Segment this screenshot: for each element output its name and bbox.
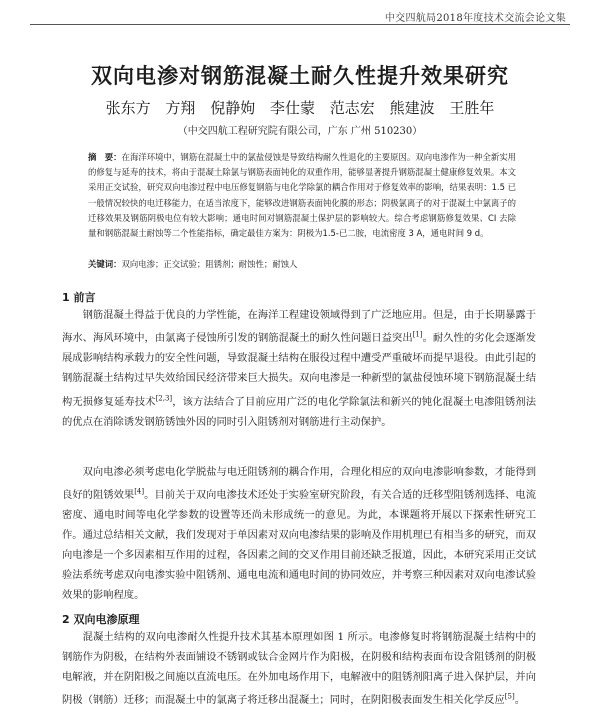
author: 方翔 bbox=[165, 99, 196, 117]
author: 王胜年 bbox=[449, 99, 495, 117]
author-list bbox=[0, 97, 600, 118]
abstract-text: 在海洋环境中，钢筋在混凝土中的氯盐侵蚀是导致结构耐久性退化的主要原因。双向电渗作为一种全新实用的修复与延寿的技术，将由于混凝土除氯与钢筋表面钝化的双重作用，能够显著提升钢筋混凝土健康修复效果。本文采用正交试验，研究双向电渗过程中电压修复钢筋与电化学除氯的耦合作用对于修复效率的影响，结果表明：1.5 已一般情况较快的电迁移能力，在适当浓度下，能够改进钢筋表面钝化膜的形态；阴极氯离子的对于混凝土中氯离子的迁移效果及钢筋阴极电位有较大影响；通电时间对钢筋混凝土保护层的影响较大。综合考虑钢筋修复效果、CI 去除量和钢筋混凝土耐蚀等二个性能指标，确定最佳方案为：阴极为1.5-已二胺，电流密度 3 A，通电时间 9 d。 bbox=[88, 152, 517, 239]
keywords bbox=[88, 257, 516, 271]
keywords-text: 双向电渗；正交试验；阻锈剂；耐蚀性；耐蚀人 bbox=[121, 259, 298, 269]
paragraph bbox=[62, 462, 536, 605]
paragraph-text: 混凝土结构的双向电渗耐久性提升技术其基本原理如图 1 所示。电渗修复时将钢筋混凝土结构中的钢筋作为阴极，在结构外表面铺设不锈钢或钛合金网片作为阳极，在阴极和结构表面布设含阻锈剂的阴极电解液，并在阴阳极之间施以直流电压。在外加电场作用下，电解液中的阻锈剂阳离子进入保护层，并向阴极（钢筋）迁移；而混凝土中的氯离子将迁移出混凝土；同时，在阴阳极表面发生相关化学反应[5]。 bbox=[62, 631, 536, 707]
abstract bbox=[88, 150, 516, 241]
paragraph bbox=[62, 627, 536, 710]
affiliation: （中交四航工程研究院有限公司，广东 广州 510230） bbox=[177, 126, 423, 137]
citation-marker: [1] bbox=[412, 331, 423, 339]
author: 李仕蒙 bbox=[269, 99, 315, 117]
paragraph-text: 双向电渗必须考虑电化学脱盐与电迁阻锈剂的耦合作用，合理化相应的双向电渗影响参数，才能得到良好的阻锈效果[4]。目前关于双向电渗技术还处于实验室研究阶段，有关合适的迁移型阻锈剂选择、电流密度、通电时间等电化学参数的设置等还尚未形成统一的意见。为此，本课题将开展以下探索性研究工作。通过总结相关文献，我们发现对于单因素对双向电渗结果的影响及作用机理已有相当多的研究，而双向电渗是一个多因素相互作用的过程，各因素之间的交叉作用目前还缺乏报道，因此，本研究采用正交试验法系统考虑双向电渗实验中阻锈剂、通电电流和通电时间的协同效应，并考察三种因素对双向电渗试验效果的影响程度。 bbox=[62, 466, 537, 602]
author: 范志宏 bbox=[329, 99, 375, 117]
citation-marker: [2,3] bbox=[155, 394, 173, 403]
author: 熊建波 bbox=[389, 99, 435, 117]
section-heading-intro: 1 前言 bbox=[62, 291, 96, 304]
header-rule bbox=[30, 24, 570, 25]
paper-title: 双向电渗对钢筋混凝土耐久性提升效果研究 bbox=[91, 64, 509, 88]
citation-marker: [5] bbox=[504, 693, 515, 701]
paragraph bbox=[62, 305, 536, 432]
section-heading-principle: 2 双向电渗原理 bbox=[62, 613, 140, 626]
paragraph-text: 钢筋混凝土得益于优良的力学性能，在海洋工程建设领域得到了广泛地应用。但是，由于长期暴露于海水、海风环境中，由氯离子侵蚀所引发的钢筋混凝土的耐久性问题日益突出[1]。耐久性的劣化会逐渐发展成影响结构承载力的安全性问题，导致混凝土结构在服役过程中遭受严重破坏而提早退役。由此引起的钢筋混凝土结构过早失效给国民经济带来巨大损失。双向电渗是一种新型的氯盐侵蚀环境下钢筋混凝土结构无损修复延寿技术[2,3]，该方法结合了目前应用广泛的电化学除氯法和新兴的钝化混凝土电渗阻锈剂法的优点在消除诱发钢筋锈蚀外因的同时引入阻锈剂对钢筋进行主动保护。 bbox=[62, 309, 537, 428]
keywords-label: 关键词： bbox=[88, 259, 122, 269]
citation-marker: [4] bbox=[134, 488, 145, 496]
author: 张东方 bbox=[105, 99, 151, 117]
author: 倪静姁 bbox=[210, 99, 256, 117]
running-header: 中交四航局2018年度技术交流会论文集 bbox=[384, 13, 566, 24]
abstract-label: 摘 要： bbox=[88, 152, 122, 162]
